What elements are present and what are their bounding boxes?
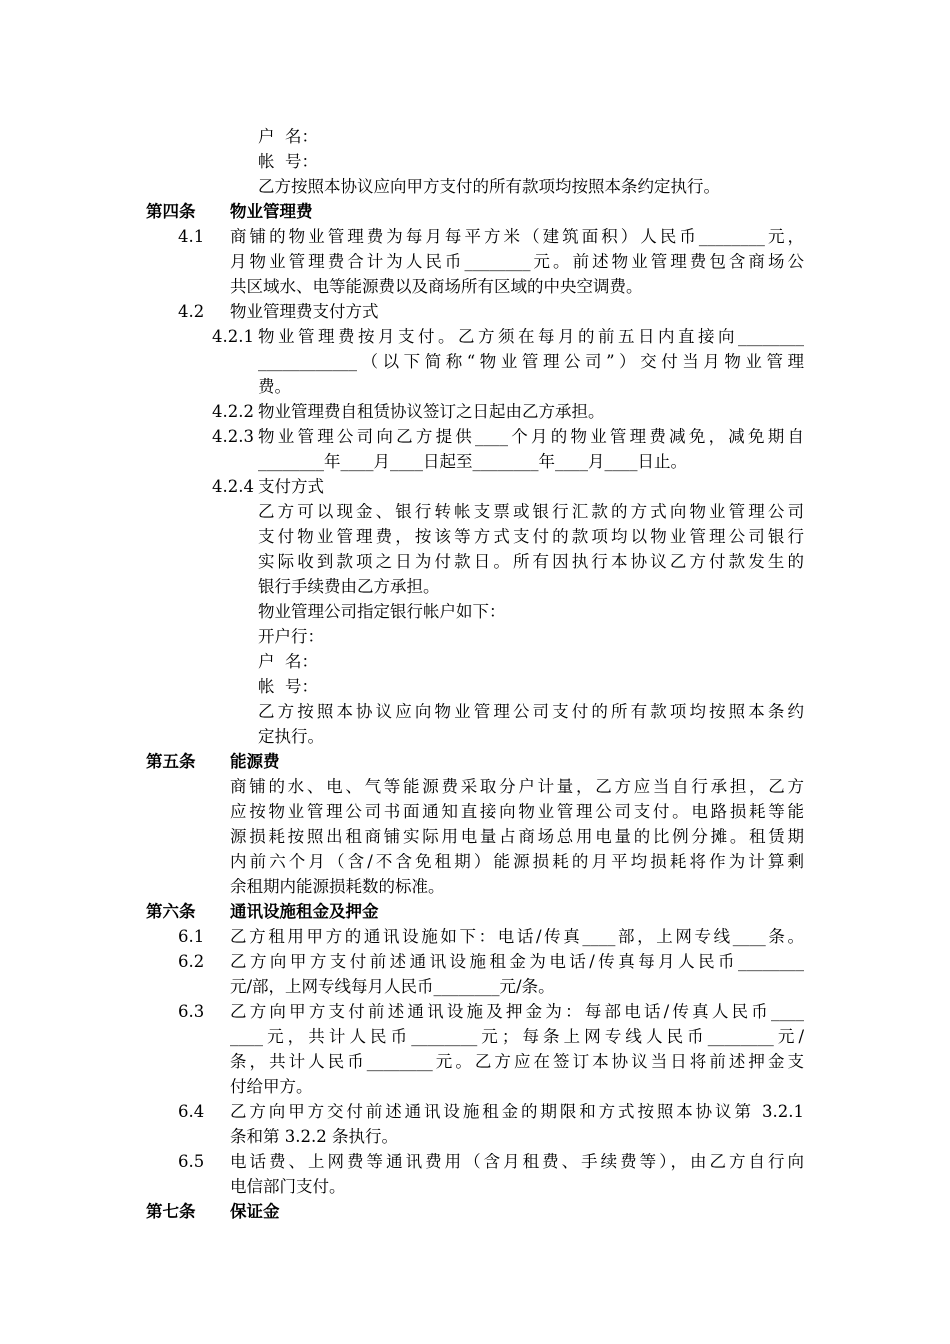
article-5-line: 应按物业管理公司书面通知直接向物业管理公司支付。电路损耗等能 bbox=[230, 802, 804, 821]
clause-4-1-number: 4.1 bbox=[178, 227, 205, 246]
clause-4-2-4-line: 乙方可以现金、银行转帐支票或银行汇款的方式向物业管理公司 bbox=[258, 502, 804, 521]
article-5-label: 第五条 bbox=[146, 752, 196, 771]
clause-4-2-4-line: 定执行。 bbox=[258, 727, 324, 746]
bank-name-line: 开户行： bbox=[258, 627, 324, 646]
clause-6-2-line: 元/部，上网专线每月人民币________元/条。 bbox=[230, 977, 555, 996]
clause-6-4-line: 乙方向甲方交付前述通讯设施租金的期限和方式按照本协议第 3.2.1 bbox=[230, 1102, 804, 1121]
clause-4-2-4-line: 银行手续费由乙方承担。 bbox=[258, 577, 440, 596]
clause-6-3-line: 付给甲方。 bbox=[230, 1077, 313, 1096]
article-5-line: 源损耗按照出租商铺实际用电量占商场总用电量的比例分摊。租赁期 bbox=[230, 827, 804, 846]
clause-4-2-4-title: 支付方式 bbox=[258, 477, 324, 496]
clause-4-2-4-line: 实际收到款项之日为付款日。所有因执行本协议乙方付款发生的 bbox=[258, 552, 804, 571]
clause-6-5-line: 电信部门支付。 bbox=[230, 1177, 346, 1196]
clause-6-2-number: 6.2 bbox=[178, 952, 205, 971]
clause-6-1-number: 6.1 bbox=[178, 927, 205, 946]
clause-6-3-line: 条，共计人民币________元。乙方应在签订本协议当日将前述押金支 bbox=[230, 1052, 804, 1071]
clause-4-2-3-line: ________年____月____日起至________年____月____日止。 bbox=[258, 452, 687, 471]
clause-4-2-4-number: 4.2.4 bbox=[212, 477, 254, 496]
payment-note-line: 乙方按照本协议应向甲方支付的所有款项均按照本条约定执行。 bbox=[258, 177, 720, 196]
clause-6-3-line: ____元，共计人民币________元；每条上网专线人民币________元/ bbox=[230, 1027, 804, 1046]
clause-4-1-line: 商铺的物业管理费为每月每平方米（建筑面积）人民币________元， bbox=[230, 227, 804, 246]
clause-4-2-4-line: 乙方按照本协议应向物业管理公司支付的所有款项均按照本条约 bbox=[258, 702, 804, 721]
article-5-line: 内前六个月（含/不含免租期）能源损耗的月平均损耗将作为计算剩 bbox=[230, 852, 804, 871]
clause-4-2-3-line: 物业管理公司向乙方提供____个月的物业管理费减免，减免期自 bbox=[258, 427, 804, 446]
clause-4-2-3-number: 4.2.3 bbox=[212, 427, 254, 446]
account-name-line: 户 名： bbox=[258, 652, 318, 671]
clause-6-3-line: 乙方向甲方支付前述通讯设施及押金为：每部电话/传真人民币____ bbox=[230, 1002, 804, 1021]
clause-4-2-number: 4.2 bbox=[178, 302, 205, 321]
clause-4-2-1-line: 物业管理费按月支付。乙方须在每月的前五日内直接向________ bbox=[258, 327, 804, 346]
article-4-label: 第四条 bbox=[146, 202, 196, 221]
clause-6-1-line: 乙方租用甲方的通讯设施如下：电话/传真____部，上网专线____条。 bbox=[230, 927, 804, 946]
bank-account-intro: 物业管理公司指定银行帐户如下： bbox=[258, 602, 506, 621]
article-6-title: 通讯设施租金及押金 bbox=[230, 902, 379, 921]
account-number-line: 帐 号： bbox=[258, 677, 318, 696]
article-5-title: 能源费 bbox=[230, 752, 280, 771]
clause-6-4-number: 6.4 bbox=[178, 1102, 205, 1121]
clause-4-2-1-line: 费。 bbox=[258, 377, 291, 396]
clause-4-2-4-line: 支付物业管理费，按该等方式支付的款项均以物业管理公司银行 bbox=[258, 527, 804, 546]
clause-4-2-title: 物业管理费支付方式 bbox=[230, 302, 379, 321]
clause-4-2-1-number: 4.2.1 bbox=[212, 327, 254, 346]
clause-4-1-line: 共区域水、电等能源费以及商场所有区域的中央空调费。 bbox=[230, 277, 643, 296]
clause-4-1-line: 月物业管理费合计为人民币________元。前述物业管理费包含商场公 bbox=[230, 252, 804, 271]
article-5-line: 余租期内能源损耗数的标准。 bbox=[230, 877, 445, 896]
clause-6-5-number: 6.5 bbox=[178, 1152, 205, 1171]
account-number-line: 帐 号： bbox=[258, 152, 318, 171]
clause-6-2-line: 乙方向甲方支付前述通讯设施租金为电话/传真每月人民币________ bbox=[230, 952, 804, 971]
article-7-title: 保证金 bbox=[230, 1202, 280, 1221]
clause-4-2-2-line: 物业管理费自租赁协议签订之日起由乙方承担。 bbox=[258, 402, 605, 421]
article-7-label: 第七条 bbox=[146, 1202, 196, 1221]
clause-6-5-line: 电话费、上网费等通讯费用（含月租费、手续费等），由乙方自行向 bbox=[230, 1152, 804, 1171]
clause-6-4-line: 条和第 3.2.2 条执行。 bbox=[230, 1127, 398, 1146]
clause-4-2-1-line: ____________（以下简称“物业管理公司”）交付当月物业管理 bbox=[258, 352, 804, 371]
article-6-label: 第六条 bbox=[146, 902, 196, 921]
clause-6-3-number: 6.3 bbox=[178, 1002, 205, 1021]
article-4-title: 物业管理费 bbox=[230, 202, 313, 221]
clause-4-2-2-number: 4.2.2 bbox=[212, 402, 254, 421]
account-name-line: 户 名： bbox=[258, 127, 318, 146]
article-5-line: 商铺的水、电、气等能源费采取分户计量，乙方应当自行承担，乙方 bbox=[230, 777, 804, 796]
